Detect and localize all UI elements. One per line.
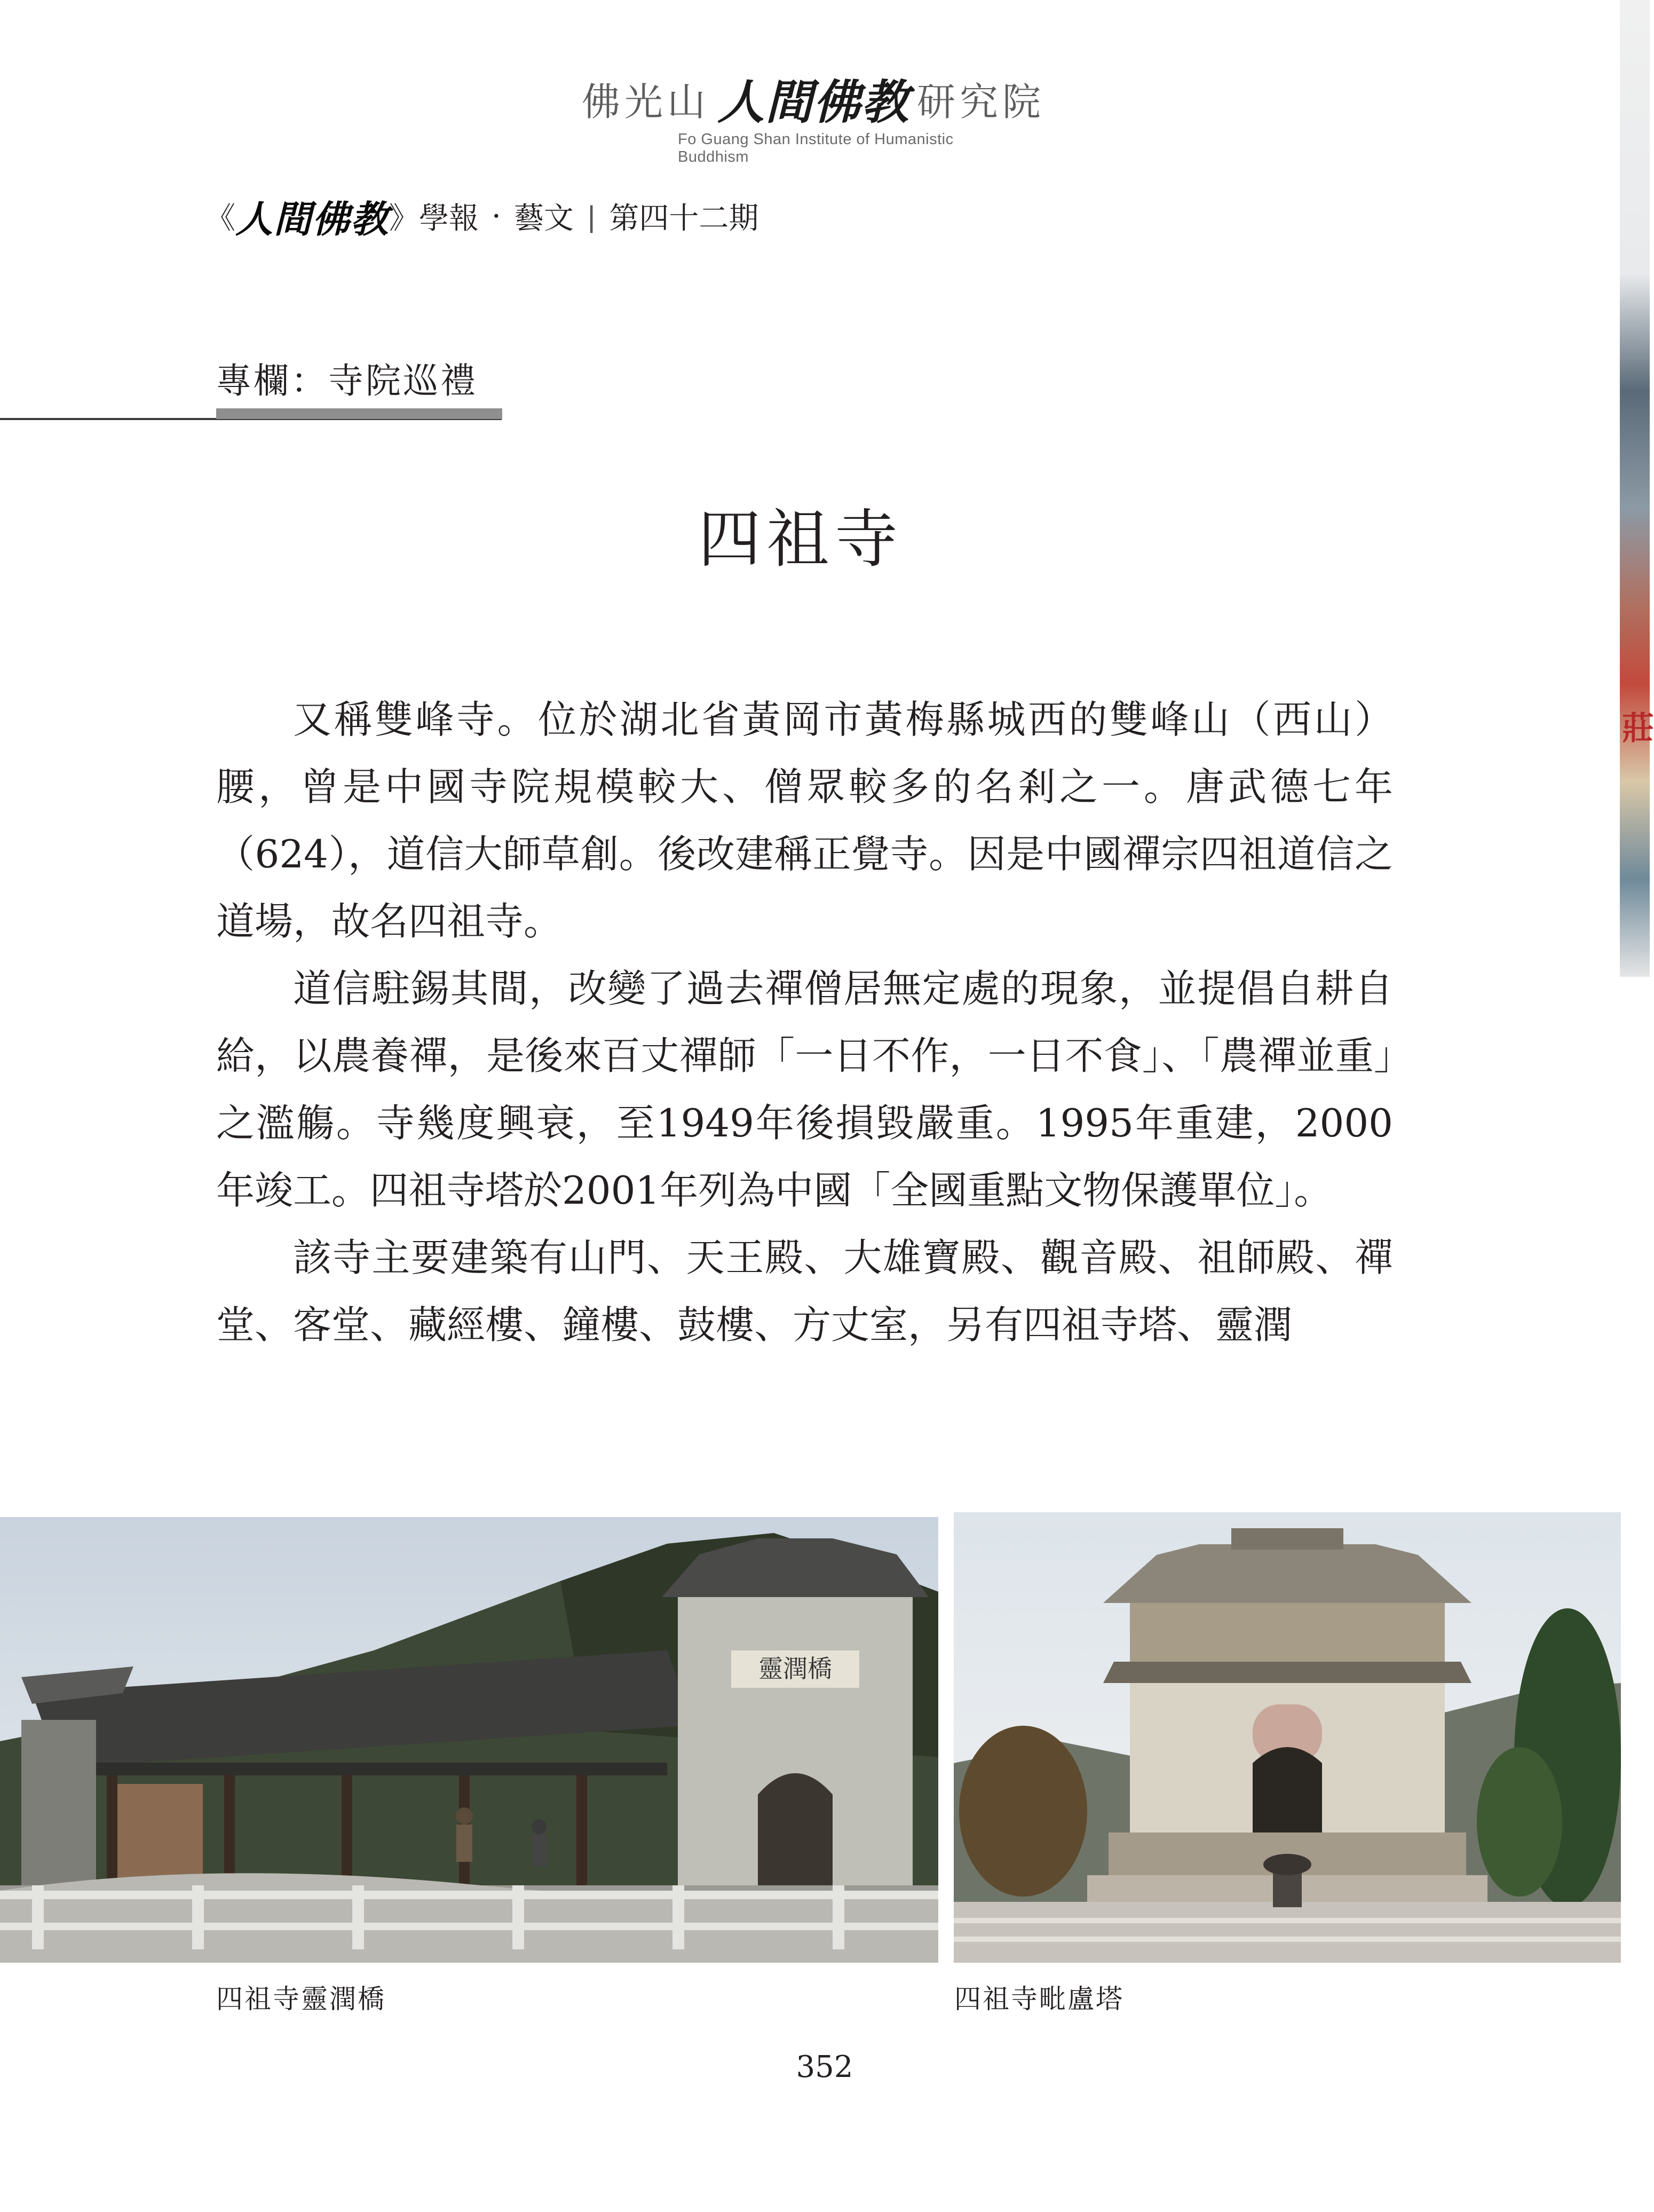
journal-category: 藝文: [513, 201, 574, 236]
journal-publication: 學報: [419, 201, 479, 236]
institute-calligraphy-logo: 人間佛教: [717, 74, 910, 130]
paragraph-3: 該寺主要建築有山門、天王殿、大雄寶殿、觀音殿、祖師殿、禪堂、客堂、藏經樓、鐘樓、鼓樓、方丈室，另有四祖寺塔、靈潤: [216, 1235, 1393, 1347]
journal-open-bracket: 《: [205, 201, 235, 236]
institute-english-name: Fo Guang Shan Institute of Humanistic Buddhism: [678, 131, 954, 165]
column-rule-thick: [216, 408, 502, 419]
institute-name: [582, 69, 1073, 128]
journal-dot: ·: [492, 199, 501, 234]
bridge-photo: [0, 1517, 938, 1963]
journal-separator: |: [587, 199, 596, 233]
journal-close-bracket: 》: [389, 201, 419, 236]
journal-header: [205, 192, 899, 240]
bridge-plaque-text: 靈潤橋: [758, 1654, 832, 1683]
pagoda-caption: 四祖寺毗盧塔: [954, 1984, 1124, 2014]
page-number: 352: [796, 2050, 853, 2084]
paragraph-2: 道信駐錫其間，改變了過去禪僧居無定處的現象，並提倡自耕自給，以農養禪，是後來百丈禪師「一日不作，一日不食」、「農禪並重」之濫觴。寺幾度興衰，至1949年後損毀嚴重。1995年重建，2000年竣工。四祖寺塔於2001年列為中國「全國重點文物保護單位」。: [216, 966, 1393, 1213]
institute-prefix: 佛光山: [582, 80, 710, 124]
article-body: [216, 686, 1393, 1358]
pagoda-photo-illustration: [954, 1512, 1621, 1963]
strip-glyph: 莊: [1622, 710, 1654, 747]
pagoda-photo: [954, 1512, 1621, 1963]
journal-issue: 第四十二期: [609, 201, 759, 236]
bridge-photo-illustration: [0, 1517, 938, 1963]
column-label: 專欄：寺院巡禮: [216, 360, 478, 401]
article-title: 四祖寺: [698, 502, 903, 576]
adjacent-page-photo-strip: [1620, 0, 1654, 977]
journal-name-calligraphy: 人間佛教: [235, 196, 389, 241]
bridge-caption: 四祖寺靈潤橋: [216, 1984, 386, 2014]
institute-suffix: 研究院: [917, 80, 1046, 124]
paragraph-1: 又稱雙峰寺。位於湖北省黃岡市黃梅縣城西的雙峰山（西山）腰，曾是中國寺院規模較大、僧眾較多的名剎之一。唐武德七年（624），道信大師草創。後改建稱正覺寺。因是中國禪宗四祖道信之道場，故名四祖寺。: [216, 697, 1393, 944]
